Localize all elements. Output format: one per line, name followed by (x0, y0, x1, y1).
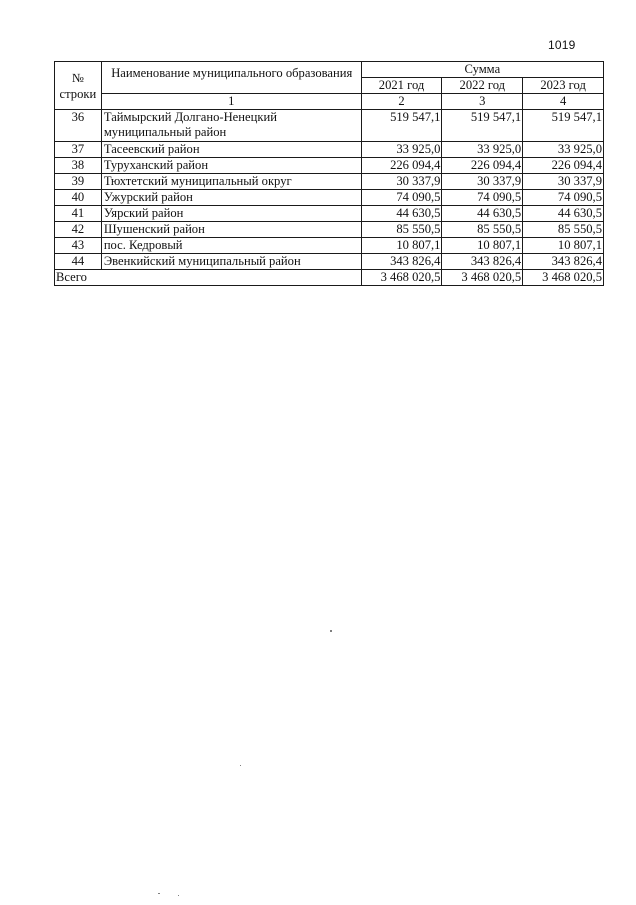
total-value-2022: 3 468 020,5 (442, 270, 523, 286)
header-row-word: строки (59, 86, 97, 101)
header-col-index-3: 3 (442, 94, 523, 110)
table-row (55, 190, 604, 206)
header-year-2022: 2022 год (442, 78, 523, 94)
subsidy-table (54, 61, 604, 286)
header-year-2021: 2021 год (361, 78, 442, 94)
row-value-2023: 33 925,0 (523, 142, 604, 158)
row-value-2022: 226 094,4 (442, 158, 523, 174)
header-col-index-2: 2 (361, 94, 442, 110)
row-number: 38 (55, 158, 102, 174)
total-value-2021: 3 468 020,5 (361, 270, 442, 286)
row-value-2022: 10 807,1 (442, 238, 523, 254)
table-row (55, 174, 604, 190)
row-value-2021: 30 337,9 (361, 174, 442, 190)
scan-speck (240, 765, 241, 766)
table-header-row-1 (55, 62, 604, 78)
table-row (55, 158, 604, 174)
header-number-sign: № (71, 70, 84, 85)
scan-speck (330, 630, 332, 632)
row-value-2021: 226 094,4 (361, 158, 442, 174)
table-row (55, 110, 604, 142)
row-value-2021: 85 550,5 (361, 222, 442, 238)
total-label: Всего (55, 270, 362, 286)
row-value-2021: 519 547,1 (361, 110, 442, 142)
scan-speck (178, 895, 179, 896)
row-number: 43 (55, 238, 102, 254)
row-name: Уярский район (101, 206, 361, 222)
row-name: Туруханский район (101, 158, 361, 174)
table-row (55, 238, 604, 254)
row-name: Эвенкийский муниципальный район (101, 254, 361, 270)
header-municipality-name: Наименование муниципального образования (101, 62, 361, 94)
table-row (55, 142, 604, 158)
row-number: 44 (55, 254, 102, 270)
row-value-2022: 33 925,0 (442, 142, 523, 158)
row-value-2021: 10 807,1 (361, 238, 442, 254)
row-name: Ужурский район (101, 190, 361, 206)
row-value-2022: 30 337,9 (442, 174, 523, 190)
header-col-index-1: 1 (101, 94, 361, 110)
row-value-2023: 519 547,1 (523, 110, 604, 142)
table-row (55, 222, 604, 238)
row-value-2023: 85 550,5 (523, 222, 604, 238)
table-header-row-3 (55, 94, 604, 110)
total-row (55, 270, 604, 286)
header-row-number (55, 62, 102, 110)
row-name: Тюхтетский муниципальный округ (101, 174, 361, 190)
row-value-2023: 10 807,1 (523, 238, 604, 254)
scan-speck (158, 893, 160, 894)
row-value-2023: 74 090,5 (523, 190, 604, 206)
row-name: пос. Кедровый (101, 238, 361, 254)
row-number: 39 (55, 174, 102, 190)
row-value-2023: 226 094,4 (523, 158, 604, 174)
row-value-2021: 343 826,4 (361, 254, 442, 270)
row-value-2021: 74 090,5 (361, 190, 442, 206)
row-name: Тасеевский район (101, 142, 361, 158)
table-row (55, 206, 604, 222)
row-number: 42 (55, 222, 102, 238)
page-number: 1019 (548, 38, 576, 52)
row-number: 40 (55, 190, 102, 206)
header-col-index-4: 4 (523, 94, 604, 110)
header-year-2023: 2023 год (523, 78, 604, 94)
row-value-2021: 33 925,0 (361, 142, 442, 158)
row-value-2022: 519 547,1 (442, 110, 523, 142)
row-value-2023: 343 826,4 (523, 254, 604, 270)
table-row (55, 254, 604, 270)
row-value-2023: 44 630,5 (523, 206, 604, 222)
total-value-2023: 3 468 020,5 (523, 270, 604, 286)
row-value-2023: 30 337,9 (523, 174, 604, 190)
row-number: 41 (55, 206, 102, 222)
header-sum: Сумма (361, 62, 603, 78)
row-value-2022: 44 630,5 (442, 206, 523, 222)
row-value-2022: 74 090,5 (442, 190, 523, 206)
row-number: 36 (55, 110, 102, 142)
row-value-2022: 343 826,4 (442, 254, 523, 270)
row-name: Шушенский район (101, 222, 361, 238)
row-number: 37 (55, 142, 102, 158)
row-name: Таймырский Долгано-Ненецкий муниципальный район (101, 110, 361, 142)
row-value-2021: 44 630,5 (361, 206, 442, 222)
row-value-2022: 85 550,5 (442, 222, 523, 238)
